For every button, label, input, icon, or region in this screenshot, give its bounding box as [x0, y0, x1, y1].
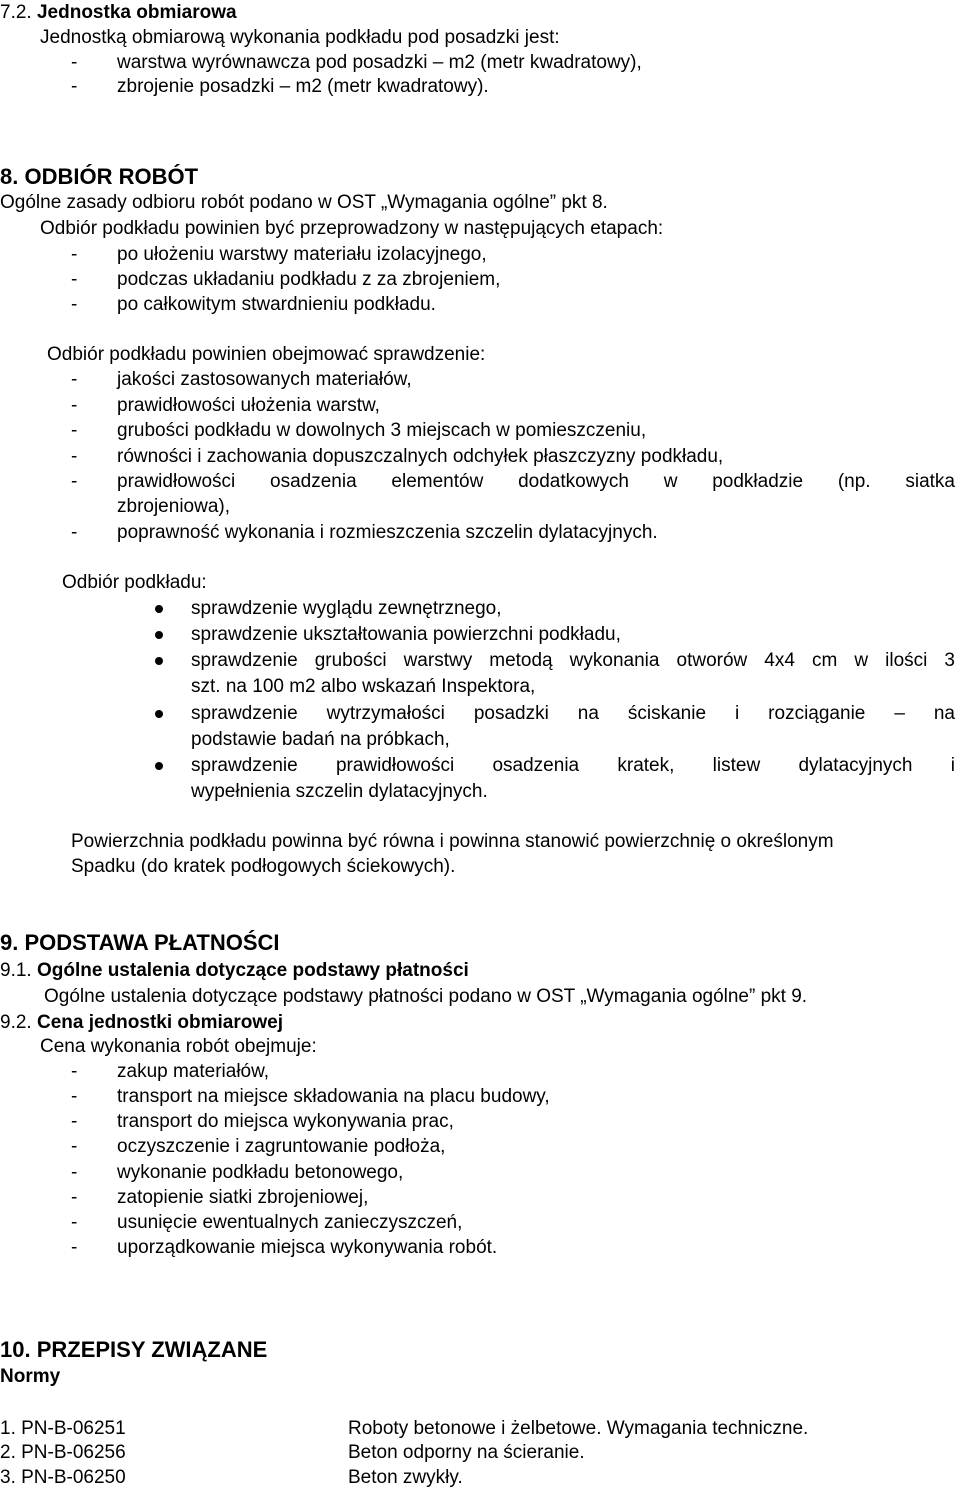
- norm-title: Roboty betonowe i żelbetowe. Wymagania techniczne.: [348, 1418, 809, 1439]
- norm-code: 1. PN-B-06251: [0, 1418, 126, 1439]
- list-item: - transport na miejsce składowania na placu budowy,: [71, 1086, 550, 1107]
- norm-code: 2. PN-B-06256: [0, 1442, 126, 1463]
- list-item: - podczas układaniu podkładu z za zbrojeniem,: [71, 269, 501, 290]
- bullet-item: sprawdzenie prawidłowości osadzenia kratek, listew dylatacyjnych i: [191, 755, 955, 776]
- bullet-item: sprawdzenie wyglądu zewnętrznego,: [191, 598, 502, 619]
- paragraph: Ogólne ustalenia dotyczące podstawy płatności podano w OST „Wymagania ogólne” pkt 9.: [44, 986, 808, 1007]
- bullet-icon: [155, 605, 163, 613]
- list-item: - po całkowitym stwardnieniu podkładu.: [71, 294, 436, 315]
- list-item: - warstwa wyrównawcza pod posadzki – m2 (metr kwadratowy),: [71, 52, 642, 73]
- list-item: - prawidłowości osadzenia elementów dodatkowych w podkładzie (np. siatka: [71, 471, 955, 492]
- list-item: - uporządkowanie miejsca wykonywania robót.: [71, 1237, 498, 1258]
- list-item: - zbrojenie posadzki – m2 (metr kwadratowy).: [71, 76, 489, 97]
- list-item: - grubości podkładu w dowolnych 3 miejscach w pomieszczeniu,: [71, 420, 647, 441]
- paragraph: Odbiór podkładu:: [62, 572, 207, 593]
- paragraph: Cena wykonania robót obejmuje:: [40, 1036, 317, 1057]
- paragraph: Odbiór podkładu powinien obejmować sprawdzenie:: [47, 344, 486, 365]
- section-7-2-heading: [0, 2, 237, 24]
- list-item: - jakości zastosowanych materiałów,: [71, 369, 412, 390]
- list-item: - wykonanie podkładu betonowego,: [71, 1162, 404, 1183]
- paragraph: Ogólne zasady odbioru robót podano w OST „Wymagania ogólne” pkt 8.: [0, 192, 608, 213]
- section-9-2-heading: 9.2. Cena jednostki obmiarowej: [0, 1012, 283, 1033]
- section-9-heading: 9. PODSTAWA PŁATNOŚCI: [0, 930, 280, 955]
- norm-title: Beton zwykły.: [348, 1467, 463, 1488]
- norm-code: 3. PN-B-06250: [0, 1467, 126, 1488]
- list-item: - poprawność wykonania i rozmieszczenia szczelin dylatacyjnych.: [71, 522, 658, 543]
- bullet-item: sprawdzenie grubości warstwy metodą wykonania otworów 4x4 cm w ilości 3: [191, 650, 955, 671]
- section-8-heading: 8. ODBIÓR ROBÓT: [0, 164, 199, 189]
- paragraph: Powierzchnia podkładu powinna być równa i powinna stanowić powierzchnię o określonym: [71, 831, 834, 852]
- norms-label: Normy: [0, 1366, 61, 1387]
- list-item: - zatopienie siatki zbrojeniowej,: [71, 1187, 369, 1208]
- section-9-1-heading: 9.1. Ogólne ustalenia dotyczące podstawy płatności: [0, 960, 469, 981]
- bullet-item-continuation: podstawie badań na próbkach,: [191, 729, 450, 750]
- section-number: 7.2.: [0, 2, 32, 23]
- paragraph: Odbiór podkładu powinien być przeprowadzony w następujących etapach:: [40, 218, 664, 239]
- bullet-icon: [155, 631, 163, 639]
- list-item: - usunięcie ewentualnych zanieczyszczeń,: [71, 1212, 463, 1233]
- paragraph: Jednostką obmiarową wykonania podkładu pod posadzki jest:: [40, 27, 560, 48]
- list-item: - oczyszczenie i zagruntowanie podłoża,: [71, 1136, 446, 1157]
- bullet-icon: [155, 762, 163, 770]
- section-10-heading: 10. PRZEPISY ZWIĄZANE: [0, 1337, 268, 1362]
- bullet-item-continuation: szt. na 100 m2 albo wskazań Inspektora,: [191, 676, 536, 697]
- paragraph: Spadku (do kratek podłogowych ściekowych).: [71, 856, 456, 877]
- list-item-continuation: zbrojeniowa),: [117, 496, 230, 517]
- bullet-item: sprawdzenie wytrzymałości posadzki na ściskanie i rozciąganie – na: [191, 703, 955, 724]
- bullet-icon: [155, 710, 163, 718]
- list-item: - zakup materiałów,: [71, 1061, 270, 1082]
- list-item: - równości i zachowania dopuszczalnych odchyłek płaszczyzny podkładu,: [71, 446, 724, 467]
- list-item: - transport do miejsca wykonywania prac,: [71, 1111, 454, 1132]
- bullet-icon: [155, 657, 163, 665]
- bullet-item-continuation: wypełnienia szczelin dylatacyjnych.: [191, 781, 488, 802]
- bullet-item: sprawdzenie ukształtowania powierzchni podkładu,: [191, 624, 621, 645]
- list-item: - po ułożeniu warstwy materiału izolacyjnego,: [71, 244, 487, 265]
- list-item: - prawidłowości ułożenia warstw,: [71, 395, 380, 416]
- norm-title: Beton odporny na ścieranie.: [348, 1442, 585, 1463]
- section-title: Jednostka obmiarowa: [36, 2, 237, 23]
